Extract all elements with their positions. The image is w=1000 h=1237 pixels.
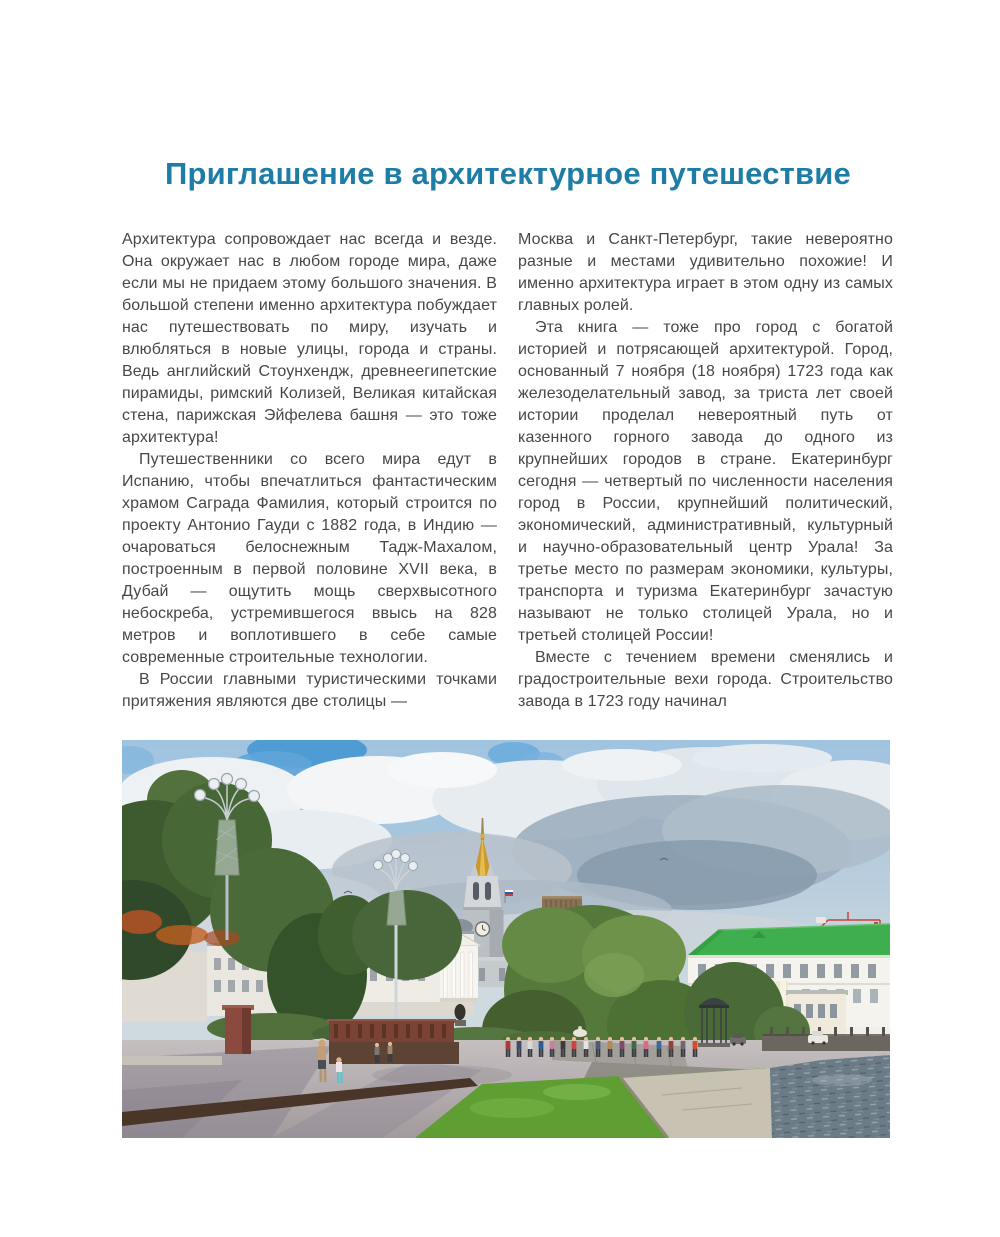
red-granite-monument [222,1005,254,1054]
embankment-photo-art [122,740,890,1138]
paragraph-russia-capitals-start: В России главными туристическими точками притяжения являются две столицы — [122,671,497,710]
paragraph-city-milestones-start: Вместе с течением времени сменялись и градостроительные вехи города. Строительство завода в 1723 году начинал [518,649,893,710]
paragraph-world-travel: Путешественники со всего мира едут в Испанию, чтобы впечатлиться фантастическим храмом Саграда Фамилия, который строится по проекту Антонио Гауди с 1882 года, в Индию — очароваться белоснежным Тадж-Махалом, построенным в первой половине XVII века, в Дубай — ощутить мощь сверхвысотного небоскреба, устремившегося ввысь на 828 метров и воплотившего в себе самые современные строительные технологии. [122,451,497,666]
embankment-photo [122,740,890,1138]
paragraph-capitals-continued: Москва и Санкт-Петербург, такие невероятно разные и местами удивительно похожие! И именно архитектура играет в этом одну из самых главных ролей. [518,231,893,314]
column-right [518,229,893,743]
column-left [122,229,497,743]
paragraph-yekaterinburg-history: Эта книга — тоже про город с богатой историей и потрясающей архитектурой. Город, основанный 7 ноября (18 ноября) 1723 года как железоделательный завод, за триста лет своей истории проделал невероятный путь от казенного горного завода до одного из крупнейших городов в стране. Екатеринбург сегодня — четвертый по численности населения город в России, крупнейший политический, экономический, административный, культурный и научно-образовательный центр Урала! За третье место по размерам экономики, культуры, транспорта и туризма Екатеринбург зачастую называют не только столицей Урала, но и третьей столицей России! [518,319,893,644]
gazebo [698,998,730,1047]
page-title: Приглашение в архитектурное путешествие [165,156,851,191]
paragraph-architecture-intro: Архитектура сопровождает нас всегда и везде. Она окружает нас в любом городе мира, даже если мы не придаем этому большого значения. В большой степени именно архитектура побуждает нас путешествовать по миру, изучать и влюбляться в новые улицы, города и страны. Ведь английский Стоунхендж, древнеегипетские пирамиды, римский Колизей, Великая китайская стена, парижская Эйфелева башня — это тоже архитектура! [122,231,497,446]
article-columns [122,229,894,743]
